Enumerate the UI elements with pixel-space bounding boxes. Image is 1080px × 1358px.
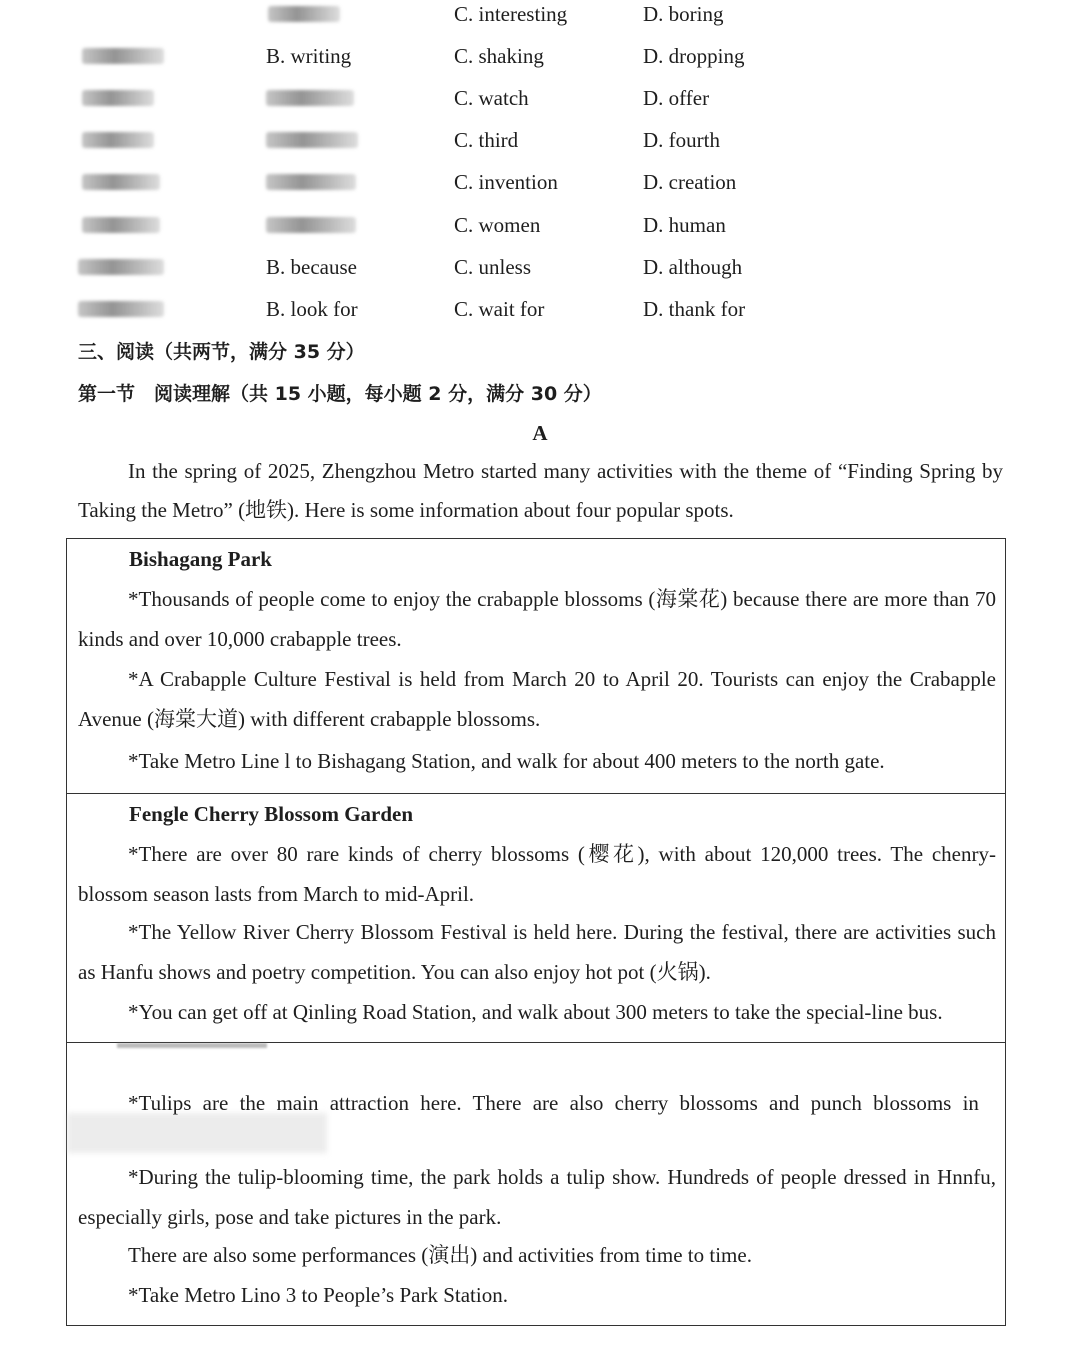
option-row [0, 84, 1080, 124]
option-row [0, 0, 1080, 40]
option-row [0, 42, 1080, 82]
blurred-option [266, 132, 358, 148]
option-c: C. shaking [454, 44, 544, 68]
spot-paragraph: *Take Metro Line l to Bishagang Station, and walk for about 400 meters to the north gate. [128, 749, 885, 773]
blurred-option [82, 217, 160, 233]
option-c: C. unless [454, 255, 532, 279]
option-d: D. fourth [643, 128, 720, 152]
spot-paragraph: *Thousands of people come to enjoy the crabapple blossoms (海棠花) because there are more than 70 kinds and over 10,000 crabapple trees. [78, 587, 996, 651]
spot-paragraph: There are also some performances (演出) and activities from time to time. [128, 1243, 752, 1267]
passage-letter: A [532, 421, 548, 445]
spot-paragraph: *There are over 80 rare kinds of cherry blossoms (樱花), with about 120,000 trees. The chenry-blossom season lasts from March to mid-April. [78, 842, 996, 906]
option-b: B. look for [266, 297, 358, 321]
blurred-option [266, 174, 356, 190]
section-heading: 三、阅读（共两节，满分 35 分） [78, 341, 365, 363]
spot-title: Bishagang Park [129, 547, 272, 571]
spot-paragraph: *Take Metro Lino 3 to People’s Park Station. [128, 1283, 508, 1307]
option-c: C. invention [454, 170, 558, 194]
option-d: D. human [643, 213, 726, 237]
blurred-option [82, 90, 154, 106]
spot-paragraph: *You can get off at Qinling Road Station, and walk about 300 meters to take the special-line bus. [128, 1000, 943, 1024]
blurred-option [268, 6, 340, 22]
option-d: D. boring [643, 2, 724, 26]
blurred-option [78, 301, 164, 317]
spot-box-peoples-park [66, 1042, 1006, 1326]
option-row [0, 295, 1080, 335]
option-c: C. watch [454, 86, 529, 110]
option-c: C. wait for [454, 297, 545, 321]
intro-paragraph: In the spring of 2025, Zhengzhou Metro started many activities with the theme of “Finding Spring by Taking the Metro” (地铁). Here is some information about four popular spots. [78, 459, 1003, 522]
option-d: D. dropping [643, 44, 745, 68]
subsection-heading: 第一节 阅读理解（共 15 小题，每小题 2 分，满分 30 分） [78, 383, 602, 405]
spot-paragraph: *A Crabapple Culture Festival is held from March 20 to April 20. Tourists can enjoy the Crabapple Avenue (海棠大道) with different crabapple blossoms. [78, 667, 996, 731]
option-row [0, 126, 1080, 166]
option-row [0, 211, 1080, 251]
spot-title: Fengle Cherry Blossom Garden [129, 802, 414, 826]
spot-paragraph: *The Yellow River Cherry Blossom Festival is held here. During the festival, there are activities such as Hanfu shows and poetry competition. You can also enjoy hot pot (火锅). [78, 920, 996, 984]
option-b: B. because [266, 255, 357, 279]
option-row [0, 253, 1080, 293]
option-d: D. although [643, 255, 743, 279]
spot-box-bishagang [66, 538, 1006, 794]
option-c: C. interesting [454, 2, 568, 26]
option-c: C. third [454, 128, 519, 152]
option-d: D. thank for [643, 297, 746, 321]
blurred-option [82, 174, 160, 190]
blurred-option [78, 259, 164, 275]
spot-box-fengle [66, 793, 1006, 1043]
blurred-option [82, 48, 164, 64]
option-d: D. creation [643, 170, 737, 194]
blurred-option [266, 217, 356, 233]
erased-title-line [117, 1043, 267, 1048]
spot-paragraph: *During the tulip-blooming time, the park holds a tulip show. Hundreds of people dressed in Hnnfu, especially girls, pose and take pictures in the park. [78, 1165, 996, 1229]
blurred-option [266, 90, 354, 106]
option-row [0, 168, 1080, 208]
option-c: C. women [454, 213, 541, 237]
option-d: D. offer [643, 86, 710, 110]
blurred-option [82, 132, 154, 148]
option-b: B. writing [266, 44, 352, 68]
spot-paragraph: *Tulips are the main attraction here. There are also cherry blossoms and punch blossoms in [128, 1091, 979, 1115]
